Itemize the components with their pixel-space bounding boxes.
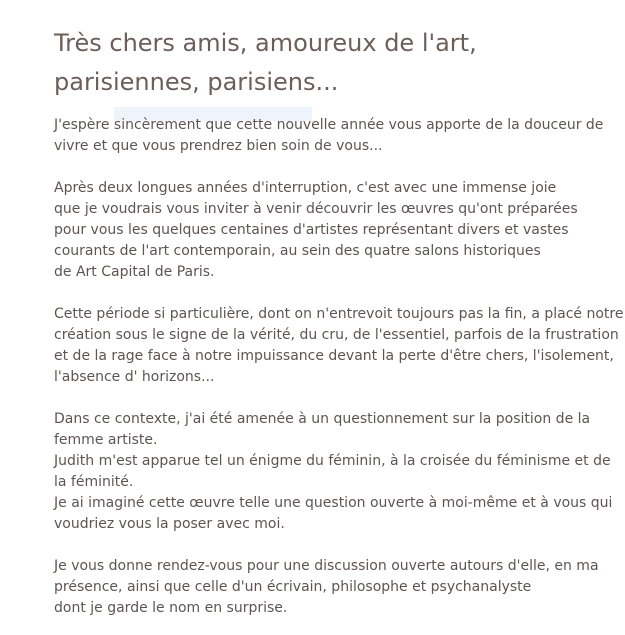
text-line: femme artiste. xyxy=(54,432,158,448)
text-line: courants de l'art contemporain, au sein des quatre salons historiques xyxy=(54,243,541,259)
text-line: Je ai imaginé cette œuvre telle une question ouverte à moi-même et à vous qui xyxy=(54,495,613,511)
text-line: Après deux longues années d'interruption, c'est avec une immense joie xyxy=(54,180,557,196)
text-line: pour vous les quelques centaines d'artistes représentant divers et vastes xyxy=(54,222,569,238)
paragraph-greeting xyxy=(54,115,625,157)
text-line: Je vous donne rendez-vous pour une discussion ouverte autours d'elle, en ma xyxy=(54,558,599,574)
text-line: création sous le signe de la vérité, du cru, de l'essentiel, parfois de la frustration xyxy=(54,327,619,343)
text-line: Judith m'est apparue tel un énigme du féminin, à la croisée du féminisme et de xyxy=(54,453,611,469)
text-line: J'espère sincèrement que cette nouvelle année vous apporte de la douceur de xyxy=(54,117,604,133)
title-line: Très chers amis, amoureux de l'art, xyxy=(54,29,477,57)
paragraph-rendezvous xyxy=(54,556,625,619)
title-line: parisiennes, parisiens... xyxy=(54,68,339,96)
paragraph-invitation xyxy=(54,178,625,283)
text-line: la féminité. xyxy=(54,474,134,490)
text-line: dont je garde le nom en surprise. xyxy=(54,600,288,616)
text-line: que je voudrais vous inviter à venir découvrir les œuvres qu'ont préparées xyxy=(54,201,578,217)
text-line: Cette période si particulière, dont on n'entrevoit toujours pas la fin, a placé notre xyxy=(54,306,624,322)
text-line: Dans ce contexte, j'ai été amenée à un questionnement sur la position de la xyxy=(54,411,591,427)
text-line: présence, ainsi que celle d'un écrivain, philosophe et psychanalyste xyxy=(54,579,532,595)
page-title xyxy=(54,24,614,102)
paragraph-period xyxy=(54,304,625,388)
text-line: vivre et que vous prendrez bien soin de vous... xyxy=(54,138,383,154)
text-line: l'absence d' horizons... xyxy=(54,369,215,385)
paragraph-context xyxy=(54,409,625,535)
text-line: de Art Capital de Paris. xyxy=(54,264,215,280)
text-line: et de la rage face à notre impuissance devant la perte d'être chers, l'isolement, xyxy=(54,348,614,364)
text-line: voudriez vous la poser avec moi. xyxy=(54,516,285,532)
letter-body xyxy=(54,115,625,635)
